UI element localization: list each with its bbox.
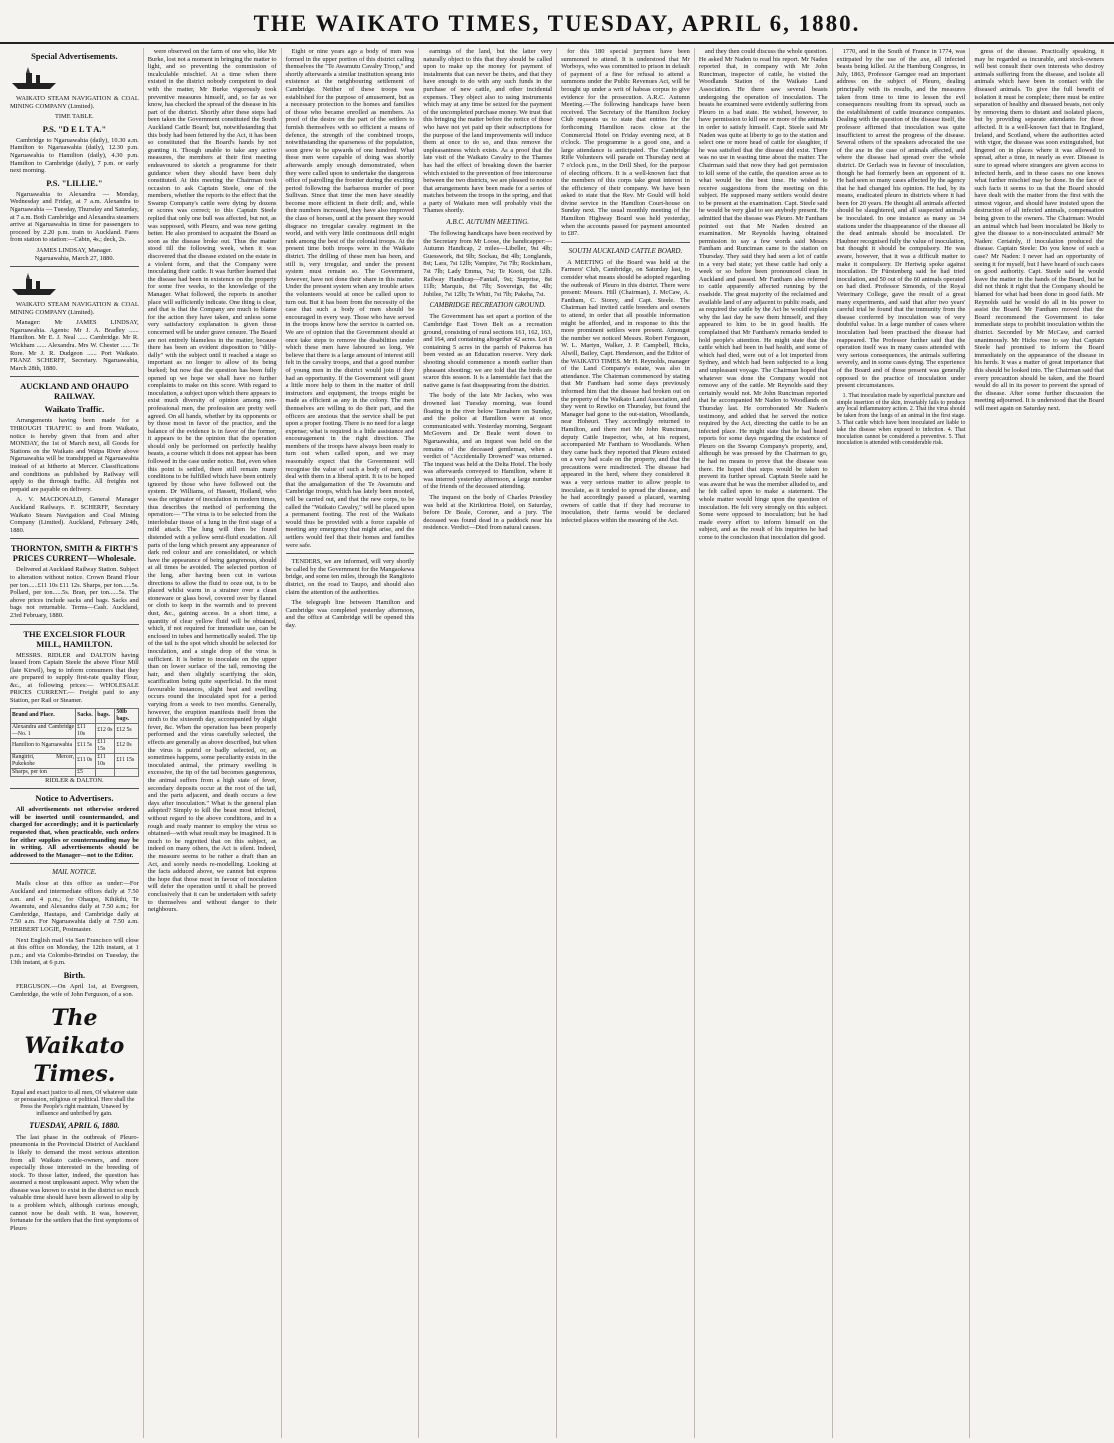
divider bbox=[10, 863, 139, 864]
racing-title: A.B.C. AUTUMN MEETING. bbox=[446, 218, 530, 227]
mill-title: THE EXCELSIOR FLOUR MILL, HAMILTON. bbox=[23, 628, 126, 649]
price-cell: £11 10s bbox=[96, 753, 115, 768]
issue-date: TUESDAY, APRIL 6, 1880. bbox=[29, 1121, 120, 1131]
column-6 bbox=[695, 48, 833, 1438]
divider bbox=[10, 376, 139, 377]
steam-company-1: WAIKATO STEAM NAVIGATION & COAL MINING COMPANY (Limited). bbox=[10, 95, 139, 110]
mail-tail: Next English mail via San Francisco will close at this office on Monday, the 12th instant, at 1 p.m.; and via Colombo-Brindisi on Tuesday, the 13th instant, at 6 p.m. bbox=[10, 936, 139, 967]
mill-body: MESSRS. RIDLER and DALTON having leased from Captain Steele the above Flour Mill (late Kirwil), beg to inform consumers that they are prepared to supply first-rate quality Flour, &c., at following prices:— WHOLESALE PRICES CURRENT.— Freight paid to any Station, per Rail or Steamer. bbox=[10, 651, 139, 705]
column-8 bbox=[970, 48, 1108, 1438]
lindsay-signature: JAMES LINDSAY, Manager. bbox=[36, 246, 113, 254]
price-cell: £11 10s bbox=[76, 723, 96, 738]
paper-title: The Waikato Times. bbox=[24, 1005, 125, 1088]
divider bbox=[10, 788, 139, 789]
price-cell: £12 5s bbox=[115, 723, 138, 738]
lillie-body: Ngaruawahia to Alexandra — Monday, Wednesday and Friday, at 7 a.m. Alexandra to Ngaruawahia — Tuesday, Thursday and Saturday, at 7 a.m. Both Cambridge and Alexandra steamers arrive at Ngaruawahia in time for passengers to proceed by 2.20 p.m. train to Auckland. Fares from station to station:—Cabin, 4s.; deck, 2s. bbox=[10, 190, 139, 244]
special-ads-heading: Special Advertisements. bbox=[31, 51, 118, 61]
price-header: Sacks. bbox=[76, 708, 96, 723]
price-cell: Hamilton to Ngaruawahia bbox=[11, 738, 76, 753]
racing-body: The following handicaps have been received by the Secretary from Mr Loose, the handicapper:—Autumn Handicap, 2 miles—Libeller, 9st 4lb; Guesswork, 8st 9lb; Sockau, 8st 4lb; Longlands, 8st; Lara, 7st 12lb; Vampire, 7st 7lb; Rockinham, 7st 7lb; Lady Emma, 7st; Te Kooti, 6st 12lb. Railway Handicap—Fantail, 9st; Surprise, 8st 11lb; Marquis, 8st 7lb; Sovereign, 8st 4lb; Jubilee, 7st 12lb; Te Whiti, 7st 7lb; Pakeha, 7st. bbox=[423, 230, 553, 298]
steamship-icon bbox=[10, 65, 139, 91]
price-header: bags. bbox=[96, 708, 115, 723]
table-row bbox=[11, 723, 139, 738]
reserve-title: CAMBRIDGE RECREATION GROUND. bbox=[429, 301, 546, 310]
tenders-note: TENDERS, we are informed, will very shortly be called by the Government for the Mangaokewa bridge, and some ten miles, through the Rangitoto district, on the road to Taupo, and should also claim the attention of the authorities. bbox=[285, 558, 415, 596]
pleuro-history: 1770, and in the South of France in 1774, was extirpated by the use of the axe, all infected beasts being killed. At the Hamburg Congress, in July, 1863, Professor Gamgee read an important address on the subject of Pleuro, dealing principally with its results, and the measures taken from time to time to lessen the evil consequences resulting from its spread, such as the establishment of cattle insurance companies. Dealing with the question of the disease itself, the professor affirmed that inoculation was quite insufficient to arrest the progress of the disease. Several others of the speakers advocated the use of the axe in the case of animals affected, and where the disease had spread over the whole district. Dr Gerlach was in favour of inoculation, though he had formerly been an opponent of it. He had seen so many cases affected by the agency that he had changed his opinion. He had, by its means, eradicated pleuro in districts where it had been for 20 years. He thought all animals affected should be slaughtered, and all suspected animals be inoculated. In one instance as many as 34 stations under the disappearance of the disease all the dead animals should be inoculated. Dr Haubner recognised fully the value of inoculation, but thought it should be compulsory. He was aware, however, that it was a difficult matter to make it compulsory. Dr Hertwig spoke against inoculation. Dr Fürstenberg said he had tried inoculation, and 50 out of the 60 animals operated on had died. Professor Simonds, of the Royal Veterinary College, gave the result of a great many experiments, and said that after two years' careful trial he found that the immunity from the disease conferred by inoculation was of very doubtful value. In a large number of cases where inoculation had been practised the disease had reappeared. The Professor further said that the operation itself was in many cases attended with very serious consequences, the animals suffering severely, and in some cases dying. The experience of the Board and of those present was generally opposed to the practice of inoculation under present circumstances. bbox=[836, 48, 966, 390]
price-cell: Alexandra and Cambridge—No. 1 bbox=[12, 723, 75, 737]
mill-signature: RIDLER & DALTON. bbox=[45, 776, 104, 784]
steamship-icon bbox=[10, 271, 139, 297]
birth-body: FERGUSON.—On April 1st, at Evergreen, Cambridge, the wife of John Ferguson, of a son. bbox=[10, 982, 139, 998]
column-1 bbox=[6, 48, 144, 1438]
cattle-board-discussion: gress of the disease. Practically speaking, it may be regarded as incurable, and stock-owners will best consult their own interests who destroy animals suffering from the disease, and isolate all animals which have been in contact with the diseased animals. To give the full benefit of isolation it must be complete; there must be entire separation of healthy and diseased beasts, not only by removing them to distant and isolated places, but by providing separate attendants for those affected. It is a well-known fact that in England, Ireland, and Scotland, where the authorities acted with vigor, the disease was soon extinguished, but lingered on in places where it was allowed to spread, after a time, in nearly as ever. Disease is sure to spread where strangers are given access to infected herds, and in these cases no one knows what further mischief may be done. In the face of such facts it seems to us that the Board should have dealt with the matter from the first with the utmost vigour, and should have insisted upon the destruction of all infected animals, compensation being given to the owners. The Chairman: Would an animal which had been inoculated be likely to give the disease to a non-inoculated animal? Mr Naden: Certainly, if inoculation produced the disease. Captain Steele: Do you know of such a case? Mr Naden: I never had an opportunity of seeing it for myself, but I have heard of such cases on good authority. Capt. Steele said he would leave the matter in the hands of the Board, but he did not think it right that the Company should be blamed for what had been done in good faith. Mr Reynolds said he would do all in his power to assist the Board. Mr Fantham moved that the Board recommend the Government to take immediate steps to prohibit inoculation within the district. Seconded by Mr McCaw, and carried unanimously. Mr Hicks rose to say that Captain Steele had promised to inform the Board immediately on the appearance of the disease in his herds. It was a matter of great importance that this should be looked into. The Chairman said that every precaution should be taken, and the Board would do all in its power to prevent the spread of the disease. After some further discussion the meeting adjourned. It is understood that the Board will meet again on Saturday next. bbox=[974, 48, 1104, 412]
columns bbox=[6, 48, 1108, 1438]
railway-body: Arrangements having been made for a THROUGH TRAFFIC to and from Waikato, notice is hereby given that from and after MONDAY, the 1st of March next, all Goods for Stations on the Waikato and Waipa River above Ngaruawahia will be transhipped at Ngaruawahia instead of at hitherto at Mercer. Classifications and conditions as published by Railway will apply to the through traffic. All freights not prepaid are payable on delivery. bbox=[10, 417, 139, 493]
column-5 bbox=[557, 48, 695, 1438]
steam-company-2: WAIKATO STEAM NAVIGATION & COAL MINING COMPANY (Limited). bbox=[10, 301, 139, 316]
cattle-board-report: A MEETING of the Board was held at the Farmers' Club, Cambridge, on Saturday last, to consider what means should be adopted regarding the outbreak of Pleuro in this district. There were present: Messrs. Hill (Chairman), J. McCaw, A. Fantham, C. Storey, and Capt. Steele. The Chairman had invited cattle breeders and owners to attend, in order that all possible information might be afforded, and in response to this the more prominent settlers were present. Amongst the number we noticed Messrs. Robert Ferguson, W. L. Martyn, Walker, J. P. Campbell, Hicks, Alwill, Bailey, Capt. Henderson, and the Editor of the WAIKATO TIMES. Mr H. Reynolds, manager of the Land Company's estate, was also in attendance. The Chairman commenced by stating that Mr Fantham had some days previously informed him that the disease had broken out on the property of the Waikato Land Association, and they went to Rewiko on Thursday, but found the Manager had gone to the out-station, Woodlands, near Hoheuri. They accordingly returned to Hamilton, and there met Mr John Runciman, deputy Cattle Inspector, who, at his request, accompanied Mr Fantham to Woodlands. When they came back they reported that Pleuro existed on a very bad scale on the property, and that the precautions were misdirected. The disease had appeared in the herd, where they considered it was a very serious matter to allow people to inoculate, as it tended to spread the disease, and he had accordingly passed a placard, warning owners of cattle that if they had recourse to inoculation, their farms would be declared infected places within the meaning of the Act. bbox=[561, 258, 690, 525]
lillie-title: P.S. "LILLIE." bbox=[46, 177, 103, 188]
divider bbox=[10, 538, 139, 539]
mail-title: MAIL NOTICE. bbox=[52, 868, 97, 877]
cavalry-article: Eight or nine years ago a body of men was formed in the upper portion of this district calling themselves the "Te Awamutu Cavalry Troop," and shortly afterwards a similar institution sprang into existence at the neighbouring settlement of Cambridge. Neither of these troops was established for the purpose of amusement, but as a necessary protection to the homes and families of those who became enrolled as members. As proof of the desire on the part of the settlers to furnish themselves with so efficient a means of defence, the strength of the combined troops, notwithstanding the sparseness of the population, soon grew to be upwards of one hundred. What these men were capable of doing was shortly afterwards amply enough demonstrated, when they were called upon to undertake the dangerous office of patrolling the frontier during the exciting period following the barbarous murder of poor Sullivan. Since that time the men have steadily become more efficient in their drill; and, while their numbers increased, they have also improved the class of horses, until at the present they would disgrace no irregular cavalry regiment in the world, and with very little continuous drill might rank among the best of the colonial troops. At the present time both troops were in the Waikato district. The drilling of these men has been, and still is, very irregular, and under the present system must remain so. The Government, however, have not done their share in this matter. Under the present system when any trouble arises the volunteers would at once be called upon to turn out. But it has been from the necessity of the case that such a body of men should be encouraged in every way. Those who have served in the troops know how the service is carried on. We are of opinion that the Government should at once take steps to remove the disabilities under which these men have laboured so long. We believe that there is a large amount of interest still felt in the cavalry troops, and that a good number of young men in the district would join if they had an opportunity. If the Government will grant a little more help to them in the matter of drill instructors and equipment, the troops might be made as efficient as any in the colony. The men themselves are willing to do their part, and the officers are anxious that the service shall be put upon a proper footing. There is no need for a large expense; what is required is a little assistance and encouragement in the right direction. The members of the troops have always been ready to turn out when called upon, and we may reasonably expect that the Government will recognise the value of such a body of men, and deal with them in a liberal spirit. It is to be hoped that the amalgamation of the Te Awamutu and Cambridge troops, which has lately been mooted, will be carried out, and that the new corps, to be called the "Waikato Cavalry," will be placed upon a permanent footing. The rest of the Waikato would thus be provided with a force capable of meeting any emergency that might arise, and the settlers would feel that their homes and families were safe. bbox=[285, 48, 415, 549]
column-7 bbox=[833, 48, 971, 1438]
timetable-label: TIME TABLE. bbox=[54, 113, 94, 121]
lindsay-date: Ngaruawahia, March 27, 1880. bbox=[34, 254, 115, 262]
cattle-board-continued: and they then could discuss the whole question. He asked Mr Naden to read his report. Mr Naden reported that, in company with Mr John Runciman, inspector of cattle, he visited the Woodlands Station of the Waikato Land Association. He there saw several beasts undergoing the operation of inoculation. The beasts he examined were evidently suffering from Pleuro in a bad state. He wished, however, to have permission to kill one or more of the animals in order to satisfy himself. Capt. Steele said Mr Naden was quite at liberty to go to the station and select one or more head of cattle for slaughter, if he was satisfied that the disease did exist. There was no use in wasting time about the matter. The Chairman said that now they had got permission to kill some of the cattle, the question arose as to what would be the best time. He wished to receive suggestions from the meeting on this subject. He supposed many settlers would desire to be present at the examination. Capt. Steele said he would be very glad to see anybody present. He admitted that the disease was Pleuro. Mr Fantham pointed out that Mr Naden desired an examination. Mr Reynolds having obtained permission to say a few words said Messrs Fantham and Runciman came to the station on Thursday. They said they had seen a lot of cattle in a very bad state; yet these cattle had only a week or so before been pronounced clean in Auckland and passed. Mr Fantham also referred to cattle apparently affected running by the roadside. The great majority of the reclaimed and available land of any adjacent to public roads, and as required the cattle by the Act he would explain why the last day he saw them himself, and they appeared to him to be in good health. He complained that Mr Fantham's remarks tended to hold people's attention. He might state that the cattle which had been in bad health, and some of which had died, were out of a lot imported from Sydney, and which had been subjected to a long and unpleasant voyage. The Chairman hoped that whatever was done the Company would not remove any of the cattle. Mr Reynolds said they certainly would not. Mr John Runciman reported that he accompanied Mr Naden to Woodlands on Thursday last. He corroborated Mr Naden's testimony, and added that he served the notice required by the Act, directing the cattle to be an infected place. He might state that he had heard reports for some days regarding the existence of Pleuro on the Swamp Company's property, and, although he was pressed by the Chairman to go, he had no means to prove that the disease was there. He hoped that steps would be taken to prevent its further spread. Captain Steele said he was aware that he was the member alluded to, and he felt called upon to make a statement. The whole matter would hinge upon the question of inoculation. He felt very strongly on this subject. Some were opposed to inoculation; but he had made every effort to inform himself on the subject, and as the result of his inquiries he had come to the conclusion that inoculation did good. bbox=[698, 48, 828, 541]
price-cell bbox=[96, 768, 115, 776]
price-cell: £12 0s bbox=[115, 738, 138, 753]
thornton-title: THORNTON, SMITH & FIRTH'S PRICES CURRENT—Wholesale. bbox=[10, 543, 138, 564]
leader-article: The last phase in the outbreak of Pleuro-pneumonia in the Provincial District of Auckland is likely to demand the most serious attention from all Waikato cattle-owners, and more especially those interested in the breeding of stock. To those latter, indeed, the question has assumed a most unpleasant aspect. Why when the disease was known to exist in the district so much valuable time should have been allowed to slip by is a problem which, although curious enough, cannot now be dealt with. It was, however, fortunate for the settlers that the first symptoms of Pleuro bbox=[10, 1133, 139, 1232]
cattle-board-title: SOUTH AUCKLAND CATTLE BOARD. bbox=[568, 246, 683, 255]
price-cell: £5 bbox=[76, 768, 96, 776]
price-header: 50lb bags. bbox=[115, 708, 138, 723]
price-cell: £12 0s bbox=[96, 723, 115, 738]
column-4 bbox=[419, 48, 557, 1438]
table-row bbox=[11, 753, 139, 768]
delta-title: P.S. "D E L T A." bbox=[42, 123, 107, 134]
delta-body: Cambridge to Ngaruawahia (daily), 10.30 a.m. Hamilton to Ngaruawahia (daily), 12.30 p.m. Ngaruawahia to Hamilton (daily), 4.30 p.m. Hamilton to Cambridge (daily), 7 p.m. or early next morning. bbox=[10, 136, 139, 175]
divider bbox=[10, 624, 139, 625]
railway-title: AUCKLAND AND OHAUPO RAILWAY. bbox=[20, 381, 129, 402]
agents-list: Manager: Mr JAMES LINDSAY, Ngaruawahia. Agents: Mr J. A. Bradley ...... Hamilton. Mr E. J. Neal ...... Cambridge. Mr R. Wickham ...... Alexandra. Mrs W. Chester ...... Te Rore. Mr J. R. Dudgeon ...... Port Waikato. FRANZ SCHERFF, Secretary. Ngaruawahia, March 28th, 1880. bbox=[10, 319, 139, 372]
birth-title: Birth. bbox=[63, 969, 86, 980]
thornton-body: Delivered at Auckland Railway Station. Subject to alteration without notice. Crown Brand Flour per ton......£11 10s £11 12s. Sharps, per ton......5s. Pollard, per ton......5s. Bran, per ton......5s. The above prices include sacks and bags. Sacks and bags not returnable. Terms—Cash. Auckland, 23rd February, 1880. bbox=[10, 566, 139, 619]
inquest-two: The inquest on the body of Charles Priestley was held at the Kirikiriroa Hotel, on Saturday, before Dr Beale, Coroner, and a jury. The deceased was found dead in a paddock near his residence. Verdict—Died from natural causes. bbox=[423, 494, 553, 532]
table-row bbox=[11, 738, 139, 753]
masthead bbox=[0, 6, 1114, 44]
price-cell: £11 15s bbox=[115, 753, 138, 768]
price-cell: £11 15s bbox=[96, 738, 115, 753]
local-news-continued: for this 180 special jurymen have been summoned to attend. It is understood that Mr Worboys, who was committed to prison in default of payment of a fine for refusal to attend a summons under the Public Revenues Act, will be brought up under a writ of habeas corpus to give evidence for the prosecution. A.R.C. Autumn Meeting.—The following handicaps have been received. The Secretary of the Hamilton Jockey Club requests us to state that entries for the forthcoming Hamilton races close at the Commercial Hotel on Friday evening next, at 8 o'clock. The programme is a good one, and a large attendance is anticipated. The Cambridge Rifle Volunteers will parade on Thursday next at 7 o'clock p.m., in the Drill Shed, for the purpose of electing officers. It is a well-known fact that the members of this corps take great interest in the efficiency of their company. We have been asked to state that the Rev. Mr Gould will hold divine service in the Hamilton Court-house on Sunday next. The usual monthly meeting of the Hamilton Highway Board was held yesterday, when the accounts passed for payment amounted to £87. bbox=[561, 48, 690, 238]
price-cell: Sharps, per ton bbox=[11, 768, 76, 776]
column-3 bbox=[282, 48, 420, 1438]
price-header-row bbox=[11, 708, 139, 723]
price-table bbox=[10, 708, 139, 777]
divider bbox=[10, 266, 139, 267]
inquest-body: The body of the late Mr Jackes, who was drowned last Tuesday morning, was found floating in the river below Tamahere on Sunday, and the police at Hamilton were at once communicated with. Yesterday morning, Sergeant McGovern and Dr Beale went down to Ngaruawahia, and an inquest was held on the remains of the deceased gentleman, when a verdict of "Accidentally Drowned" was returned. The inquest was held at the Delta Hotel. The body was afterwards conveyed to Hamilton, where it was interred yesterday afternoon, a large number of the friends of the deceased attending. bbox=[423, 392, 553, 491]
divider bbox=[561, 242, 690, 243]
inoculation-notes: 1. That inoculation made by superficial puncture and simple insertion of the skin, invariably fails to produce any local inflammatory action. 2. That the virus should be taken from the lungs of an animal in the first stage. 3. That cattle which have been inoculated are liable to take the disease when exposed to infection. 4. That inoculation cannot be considered a preventive. 5. That inoculation is attended with considerable risk. bbox=[836, 392, 966, 447]
price-cell bbox=[115, 768, 138, 776]
reserve-body: The Government has set apart a portion of the Cambridge East Town Belt as a recreation ground, consisting of rural sections 161, 162, 163, and 164, and containing altogether 42 acres. Lot 8 containing 5 acres in the parish of Pukeroa has been vested as an Education reserve. Very dark shooting should commence a month earlier than pheasant shooting; we are told that the birds are scarce this season. It is a lamentable fact that the native game is fast disappearing from the district. bbox=[423, 313, 553, 389]
telegraph-note: The telegraph line between Hamilton and Cambridge was completed yesterday afternoon, and the office at Cambridge will be opened this day. bbox=[285, 599, 415, 629]
column-2 bbox=[144, 48, 282, 1438]
railway-subtitle: Waikato Traffic. bbox=[44, 404, 105, 415]
paper-motto: Equal and exact justice to all men, Of whatever state or persuasion, religious or political. Here shall the Press the People's right maintain, Unawed by influence and unbribed by gain. bbox=[11, 1090, 138, 1118]
table-row bbox=[11, 768, 139, 776]
notice-title: Notice to Advertisers. bbox=[35, 793, 114, 804]
price-cell: Rangiriri, Mercer, Pukekohe bbox=[12, 753, 75, 767]
price-cell: £11 0s bbox=[76, 753, 96, 768]
price-cell: £11 5s bbox=[76, 738, 96, 753]
leader-continued: were observed on the farm of one who, like Mr Burke, lost not a moment in bringing the matter to light, and so preventing the commission of incalculable mischief. At a time when there existed in the district nobody competent to deal with the matter, Mr Burke vigorously took preventive measures himself, and, so far as we know, has checked the spread of the disease in his part of the district. Shortly after these steps had been taken the Government constituted the South Auckland Cattle Board; but, notwithstanding that this body had been fettered by the Act, it has been so constituted that the Board's hands by not granting it. Though unable to take any active measures, the members at their first meeting endeavoured to sketch a programme for their guidance when they should have been duly constituted. At this meeting the Chairman took occasion to ask Captain Steele, one of the members, whether the reports to the effect that the Swamp Company's cattle were dying by dozens or scores was correct; to this Captain Steele replied that only one bull was affected, but not, as was supposed, with Pleuro, and was now getting better. He also promised to acquaint the Board as soon as the disease broke out. Thus the matter stood till the following week, when it was discovered that the disease existed on the estate in a violent form, and that the Company were inoculating their cattle. It was further learned that the disease had been in existence on the property for some five weeks, to the knowledge of the Manager. What followed, the reports in another place will sufficiently indicate. One thing is clear, and that is that the Company are much to blame for the action they have taken, and unless some very satisfactory explanation is given those concerned will be under grave censure. The Board are not entirely blameless in the matter, because there has been an evident disposition to "dilly-dally" with the subject until it reached a stage so important as no longer to allow of its being burked; but now that the question has been fully opened up we hope we shall have no further complaints to make on this score. With regard to inoculation, a subject upon which there appears to exist much diversity of opinion among non-professional men, the profession are pretty well agreed. On all hands, whether by its opponents or by those most in favor of the practice, and the balance of the evidence is in favor of the former, it appears to be the opinion that the operation should only be performed on perfectly healthy beasts, a course which it does not appear has been followed in the case under notice. But, even when this point is settled, there still remain many conditions to be fulfilled which have been entirely ignored by those who have followed out the system. Dr Williams, of Hassett, Holland, who was the originator of inoculation in modern times, thus describes the method of performing the operation:— "The virus is to be selected from the interlobular tissue of a lung in the first stage of a mild attack. The lung will then be found distended with a yellow semi-fluid exudation. All parts of the lung which present any appearance of dark red colour and are consolidated, or which have the appearance of being gangrenous, should at all times be avoided. The selected portion of the lung, after having been cut in various directions to allow the fluid to ooze out, is to be placed whilst warm in a strainer over a clean stoneware or glass bowl, covered over by flannel or cloth to keep in the warmth and to prevent dust, &c., gaining access. In a short time, a quantity of clear yellow fluid will be obtained, which, if not required for immediate use, can be enclosed in tubes and hermetically sealed. The tip of the tail is the spot which should be selected for inoculation, and a single drop of the virus is sufficient. It is better to inoculate on the upper than on lower surface of the tail, removing the hair, and then slightly scarifying the skin, scarification being quite superficial. In the most favourable instances, slight heat and swelling occurs round the inoculated spot for a period varying from a week to two months. Generally, however, the eruption manifests itself from the ninth to the sixteenth day, accompanied by slight fever, &c. When the operation has been properly performed and the virus carefully selected, the effects are generally as above described, but when the virus is putrid or badly selected, or, as sometimes happens, some peculiarity exists in the inoculated animal, the primary swelling is excessive, the tip of the tail becomes gangrenous, the animal suffers from a high state of fever, secondary deposits occur at the root of the tail, and the parts adjacent, and death occurs a few days after inoculation." What is the general plan adopted? Simply to kill the beast most infected, without regard to the above conditions, and in a rough and ready manner to employ the virus so obtained—with what result may be imagined. It is much to be regretted that on this subject, as indeed on many others, the Act is silent. Indeed, the measure seems to be rather a draft than an Act, and sorely needs re-modelling. Looking at the facts adduced above, we cannot but express the hope that those most in favour of inoculation will defer the operation until it shall be proved conclusively that it can be undertaken with safety to themselves and without danger to their neighbours. bbox=[147, 48, 277, 914]
masthead-title: THE WAIKATO TIMES, TUESDAY, APRIL 6, 1880. bbox=[253, 11, 861, 36]
railway-signature: A. V. MACDONALD, General Manager Auckland Railways. F. SCHERFF, Secretary Waikato Steam Navigation and Coal Mining Company (Limited). Auckland, February 24th, 1880. bbox=[10, 496, 139, 534]
divider bbox=[286, 553, 415, 554]
notice-body: All advertisements not otherwise ordered will be inserted until countermanded, and charged for accordingly; and it is particularly requested that, when practicable, such orders for either supplies or countermanding may be in writing. All advertisements should be addressed to the Manager—not to the Editor. bbox=[10, 806, 139, 859]
local-news: earnings of the land, but the latter very naturally object to this that they should be called upon to make up the money for payment of instalments that can never be theirs, and that they have enough to do with any such funds in the purchase of new cattle, and other incidental expenses. They object also to using instruments which may at any time be seized for the payment of the uncompleted purchase money. We trust that this bringing the matter before the notice of those who have not yet paid up their subscriptions for the purpose of the land improvements will induce them at once to do so, and thus remove the unpleasantness which exists. As a proof that the late visit of the Waikato Cavalry to the Thames has had the effect of breaking down the barrier which existed to the prevention of free intercourse between the two districts, we are pleased to notice that arrangements have been made for a series of matches between the troops in the spring, and that a party of Waikato men will probably visit the Thames shortly. bbox=[423, 48, 553, 215]
price-header: Brand and Place. bbox=[11, 708, 76, 723]
mail-body: Mails close at this office as under:—For Auckland and intermediate offices daily at 7.50 a.m. and 4 p.m.; for Ohaupo, Kihikihi, Te Awamutu, and Alexandra daily at 7.50 a.m.; for Cambridge, Hautapu, and Cambridge daily at 7.50 a.m. For Ngaruawahia daily at 7.50 a.m. HERBERT LOGIE, Postmaster. bbox=[10, 880, 139, 933]
